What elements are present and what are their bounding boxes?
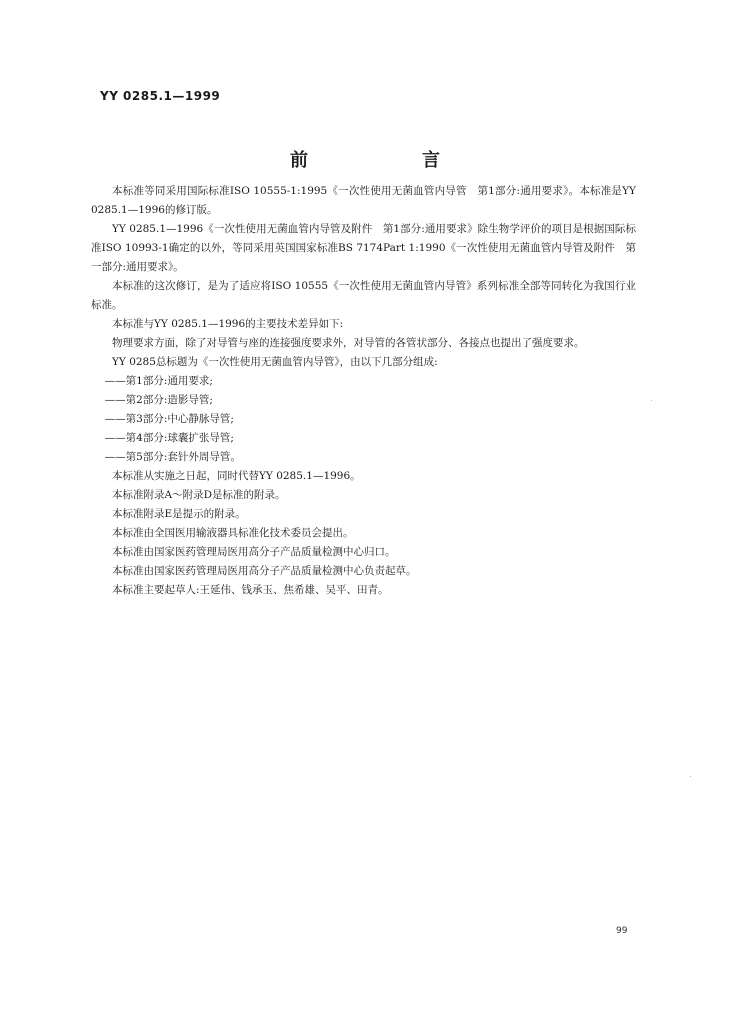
- paragraph-normative-annexes: 本标准附录A～附录D是标准的附录。: [112, 489, 286, 501]
- paragraph-centralized-by: 本标准由国家医药管理局医用高分子产品质量检测中心归口。: [112, 546, 396, 558]
- paragraph-proposed-by: 本标准由全国医用输液器具标准化技术委员会提出。: [112, 527, 354, 539]
- paragraph-drafters: 本标准主要起草人:王延伟、钱承玉、焦希雄、吴平、田青。: [112, 584, 389, 596]
- paragraph-previous-version: YY 0285.1—1996《一次性使用无菌血管内导管及附件 第1部分:通用要求》除生物学评价的项目是根据国际标准ISO 10993-1确定的以外，等同采用英国国家标准BS 7174Part 1:1990《一次性使用无菌血管内导管及附件 第一部分:通用要求》。: [91, 223, 636, 273]
- part-list-item: ——第2部分:造影导管;: [104, 394, 213, 406]
- paragraph-revision-purpose: 本标准的这次修订，是为了适应将ISO 10555《一次性使用无菌血管内导管》系列标准全部等同转化为我国行业标准。: [91, 280, 636, 311]
- page-number: 99: [616, 926, 628, 936]
- standard-code-header: YY 0285.1—1999: [100, 89, 221, 103]
- page-title: 前 言: [290, 150, 488, 171]
- body-text: [91, 182, 636, 600]
- paragraph-physical-requirements: 物理要求方面，除了对导管与座的连接强度要求外，对导管的各管状部分、各接点也提出了强度要求。: [112, 337, 585, 349]
- paragraph-drafted-by: 本标准由国家医药管理局医用高分子产品质量检测中心负责起草。: [112, 565, 417, 577]
- scan-speck: [651, 400, 652, 401]
- paragraph-adoption: 本标准等同采用国际标准ISO 10555-1:1995《一次性使用无菌血管内导管 第1部分:通用要求》。本标准是YY 0285.1—1996的修订版。: [91, 185, 636, 216]
- paragraph-replacement: 本标准从实施之日起，同时代替YY 0285.1—1996。: [112, 470, 361, 482]
- paragraph-series-title: YY 0285总标题为《一次性使用无菌血管内导管》，由以下几部分组成:: [112, 356, 438, 368]
- scan-speck: [690, 776, 691, 777]
- part-list-item: ——第3部分:中心静脉导管;: [104, 413, 234, 425]
- part-list-item: ——第1部分:通用要求;: [104, 375, 213, 387]
- part-list-item: ——第5部分:套针外周导管。: [104, 451, 241, 463]
- paragraph-differences-intro: 本标准与YY 0285.1—1996的主要技术差异如下:: [112, 318, 344, 330]
- paragraph-informative-annex: 本标准附录E是提示的附录。: [112, 508, 246, 520]
- part-list-item: ——第4部分:球囊扩张导管;: [104, 432, 234, 444]
